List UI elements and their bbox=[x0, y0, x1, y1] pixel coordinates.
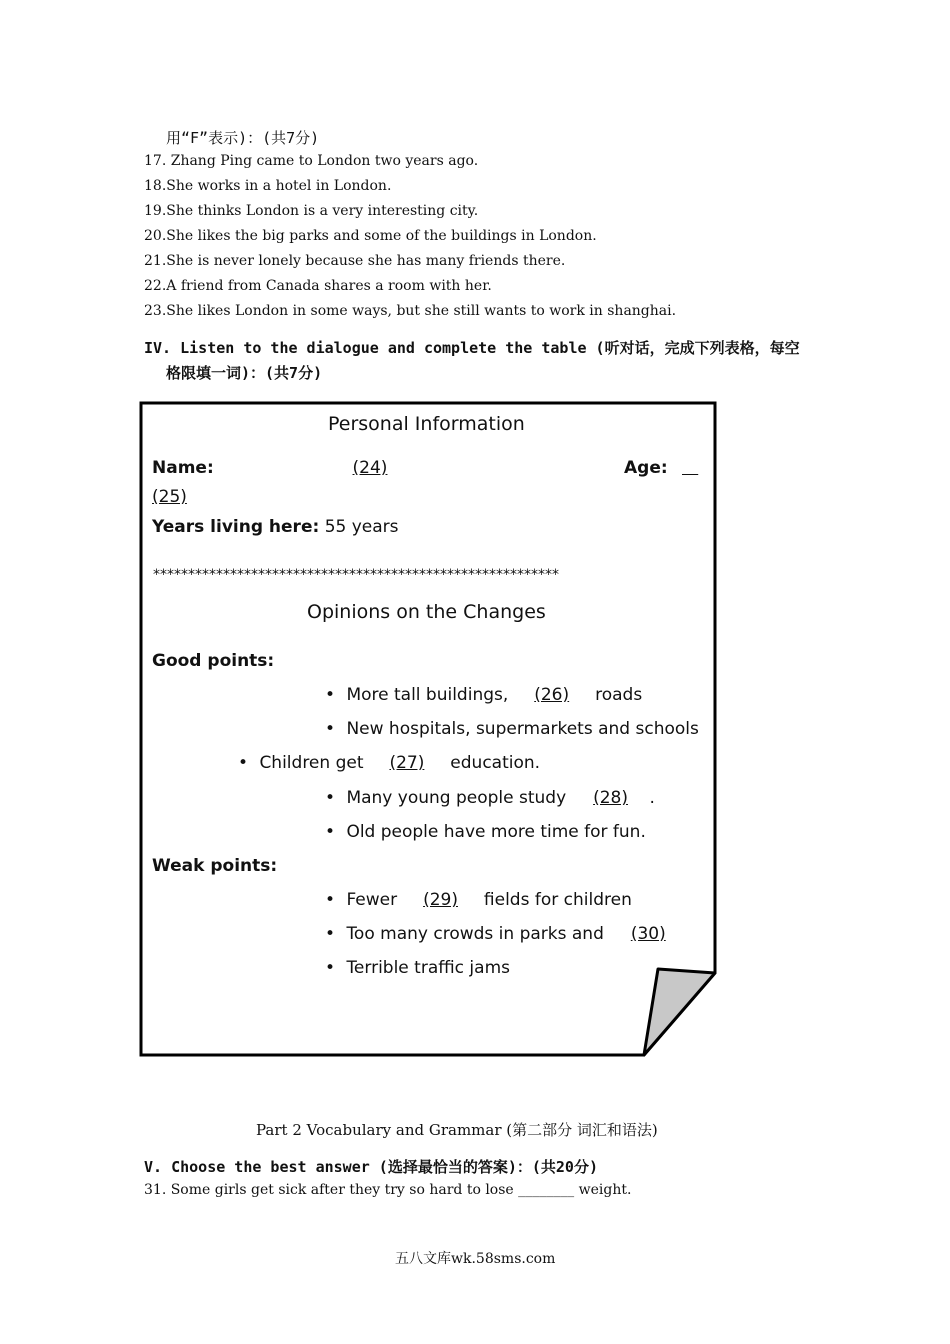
good-point-5-text: Old people have more time for fun. bbox=[346, 822, 646, 842]
weak-point-1-text: Fewer bbox=[346, 890, 403, 910]
good-point-1-tail: roads bbox=[589, 685, 643, 705]
good-point-5 bbox=[325, 822, 646, 842]
weak-point-3-text: Terrible traffic jams bbox=[346, 958, 510, 978]
good-point-1 bbox=[325, 685, 642, 705]
question-31: 31. Some girls get sick after they try so hard to lose ________ weight. bbox=[144, 1182, 632, 1198]
part2-title: Part 2 Vocabulary and Grammar (第二部分 词汇和语法) bbox=[256, 1121, 658, 1139]
good-point-2 bbox=[325, 719, 699, 739]
section4-heading-line1: IV. Listen to the dialogue and complete the table (听对话，完成下列表格，每空 bbox=[144, 339, 800, 357]
footer-watermark: 五八文库wk.58sms.com bbox=[395, 1251, 556, 1267]
weak-point-1-tail: fields for children bbox=[478, 890, 632, 910]
statement-17: 17. Zhang Ping came to London two years ago. bbox=[144, 153, 479, 169]
statement-19: 19.She thinks London is a very interesting city. bbox=[144, 203, 479, 219]
good-point-3-text: Children get bbox=[259, 753, 369, 773]
years-value: 55 years bbox=[324, 517, 399, 537]
info-card bbox=[139, 401, 717, 1057]
weak-point-2-text: Too many crowds in parks and bbox=[346, 924, 610, 944]
blank-26: (26) bbox=[534, 685, 570, 705]
weak-points-label: Weak points: bbox=[152, 856, 278, 876]
statement-22: 22.A friend from Canada shares a room with her. bbox=[144, 278, 492, 294]
statement-21: 21.She is never lonely because she has many friends there. bbox=[144, 253, 566, 269]
good-point-1-text: More tall buildings, bbox=[346, 685, 514, 705]
good-point-4-text: Many young people study bbox=[346, 788, 572, 808]
years-label: Years living here: bbox=[152, 517, 320, 537]
statement-20: 20.She likes the big parks and some of the buildings in London. bbox=[144, 228, 597, 244]
good-point-3 bbox=[238, 753, 540, 773]
blank-29: (29) bbox=[423, 890, 458, 910]
years-row bbox=[152, 517, 399, 537]
good-points-label: Good points: bbox=[152, 651, 275, 671]
blank-25: (25) bbox=[152, 487, 187, 507]
opinions-title: Opinions on the Changes bbox=[307, 601, 546, 623]
weak-point-3 bbox=[325, 958, 510, 978]
age-label: Age: bbox=[624, 458, 668, 478]
statement-23: 23.She likes London in some ways, but she still wants to work in shanghai. bbox=[144, 303, 677, 319]
section4-heading-line2: 格限填一词)：(共7分) bbox=[166, 364, 323, 382]
weak-point-2 bbox=[325, 924, 687, 944]
section5-heading: V. Choose the best answer (选择最恰当的答案)：(共20分) bbox=[144, 1158, 598, 1176]
good-point-2-text: New hospitals, supermarkets and schools bbox=[346, 719, 699, 739]
blank-30: (30) bbox=[630, 924, 666, 944]
blank-24: (24) bbox=[352, 458, 388, 478]
section3-instruction: 用“F”表示)：(共7分) bbox=[166, 129, 320, 147]
weak-point-1 bbox=[325, 890, 632, 910]
statement-18: 18.She works in a hotel in London. bbox=[144, 178, 392, 194]
good-point-4 bbox=[325, 788, 655, 808]
card-title: Personal Information bbox=[328, 413, 525, 435]
good-point-4-tail: . bbox=[649, 788, 655, 808]
blank-28: (28) bbox=[593, 788, 628, 808]
folded-corner bbox=[644, 969, 715, 1055]
age-blank-underline bbox=[682, 458, 704, 478]
star-divider: ********************************************************** bbox=[153, 567, 559, 583]
good-point-3-tail: education. bbox=[444, 753, 541, 773]
name-label: Name: bbox=[152, 458, 214, 478]
blank-27: (27) bbox=[389, 753, 425, 773]
